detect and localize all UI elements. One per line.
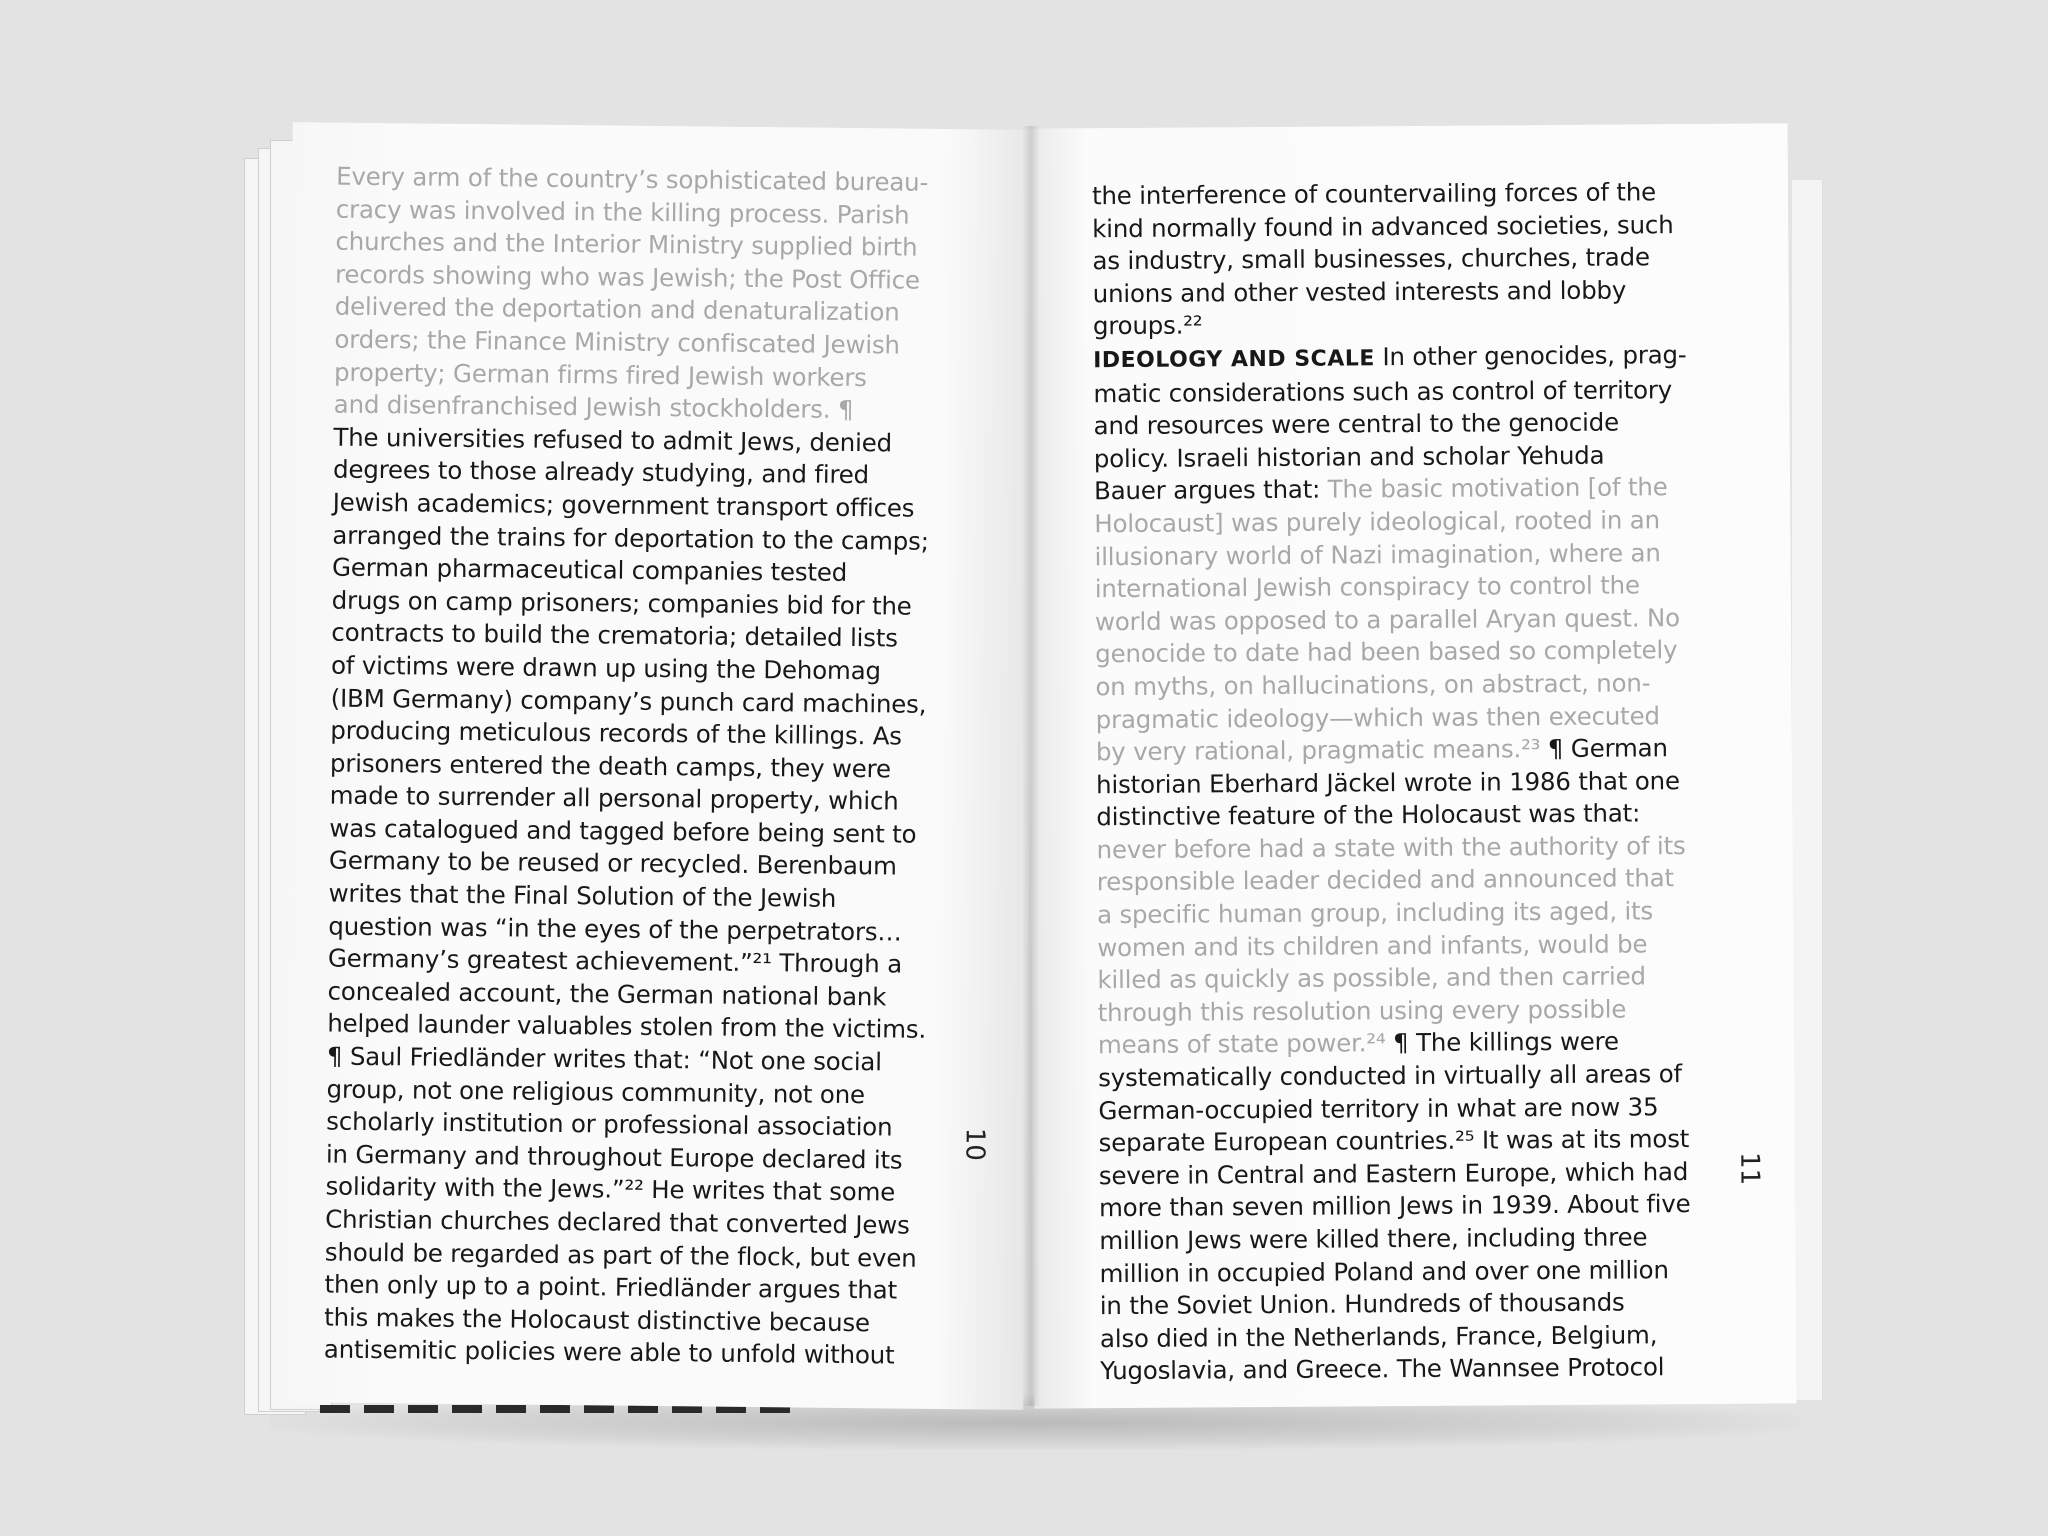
text-line: churches and the Interior Ministry supplied birth: [335, 226, 918, 262]
text-line: [1096, 699, 1746, 736]
text-segment: separate European countries.²⁵ It was at its most: [1098, 1124, 1690, 1158]
text-line: ¶ Saul Friedländer writes that: “Not one social: [326, 1041, 882, 1077]
text-line: [1099, 1253, 1749, 1290]
text-line: [1093, 273, 1743, 310]
text-line: [1092, 241, 1742, 278]
text-line: Every arm of the country’s sophisticated bureau-: [336, 161, 929, 197]
text-line: solidarity with the Jews.”²² He writes that some: [325, 1171, 896, 1207]
text-line: Germany’s greatest achievement.”²¹ Through a: [327, 943, 903, 979]
text-line: [1092, 208, 1742, 245]
text-segment: also died in the Netherlands, France, Belgium,: [1099, 1320, 1658, 1353]
text-segment: a specific human group, including its aged, its: [1096, 896, 1654, 930]
text-segment: means of state power.²⁴: [1097, 1028, 1386, 1060]
text-line: should be regarded as part of the flock, but even: [324, 1237, 917, 1273]
text-segment: responsible leader decided and announced that: [1096, 863, 1675, 897]
text-line: antisemitic policies were able to unfold without: [323, 1334, 895, 1370]
text-segment: In other genocides, prag-: [1374, 340, 1687, 372]
text-line: [1095, 569, 1745, 606]
text-segment: as industry, small businesses, churches, trade: [1092, 242, 1650, 276]
text-segment: pragmatic ideology—which was then executed: [1095, 700, 1660, 734]
text-line: property; German firms fired Jewish workers: [333, 357, 867, 392]
text-segment: more than seven million Jews in 1939. About five: [1098, 1189, 1691, 1223]
text-segment: killed as quickly as possible, and then carried: [1097, 961, 1646, 995]
text-line: German pharmaceutical companies tested: [331, 552, 848, 588]
text-line: [1098, 992, 1748, 1029]
text-line: [1096, 732, 1746, 769]
text-line: [1099, 1123, 1749, 1160]
text-segment: German-occupied territory in what are now 35: [1098, 1091, 1659, 1125]
next-page-edge: [1792, 180, 1823, 1400]
text-segment: The basic motivation [of the: [1327, 472, 1668, 504]
text-line: arranged the trains for deportation to the camps;: [332, 520, 929, 556]
text-line: delivered the deportation and denaturalization: [334, 291, 900, 327]
text-line: drugs on camp prisoners; companies bid for the: [331, 585, 912, 621]
text-line: [1094, 471, 1744, 508]
text-line: [1098, 1090, 1748, 1127]
text-line: of victims were drawn up using the Dehomag: [330, 650, 881, 686]
text-segment: million in occupied Poland and over one million: [1099, 1254, 1669, 1288]
text-line: Jewish academics; government transport offices: [332, 487, 915, 523]
text-segment: matic considerations such as control of territory: [1093, 374, 1673, 408]
right-page-text: [1092, 176, 1750, 1388]
text-line: and disenfranchised Jewish stockholders. ¶: [333, 389, 854, 425]
text-line: question was “in the eyes of the perpetrators…: [328, 911, 902, 947]
text-line: helped launder valuables stolen from the victims.: [327, 1008, 927, 1045]
section-marks: [320, 1405, 790, 1417]
text-segment: illusionary world of Nazi imagination, where an: [1094, 537, 1661, 571]
text-line: was catalogued and tagged before being sent to: [329, 813, 917, 849]
text-segment: women and its children and infants, would be: [1097, 929, 1648, 962]
section-heading: IDEOLOGY AND SCALE: [1093, 346, 1375, 374]
text-line: [1098, 1058, 1748, 1095]
left-page-text: [324, 161, 1009, 1374]
text-segment: severe in Central and Eastern Europe, which had: [1098, 1156, 1689, 1191]
text-line: degrees to those already studying, and fired: [332, 454, 870, 490]
text-segment: ¶ German: [1540, 733, 1668, 764]
left-page: [279, 122, 1036, 1410]
text-segment: through this resolution using every possible: [1097, 994, 1627, 1028]
text-segment: the interference of countervailing forces of the: [1091, 177, 1657, 211]
text-line: prisoners entered the death camps, they were: [329, 748, 891, 784]
text-line: in Germany and throughout Europe declared its: [325, 1139, 903, 1175]
text-line: [1098, 1025, 1748, 1062]
text-line: [1100, 1318, 1750, 1355]
text-segment: world was opposed to a parallel Aryan quest. No: [1094, 602, 1680, 636]
text-line: [1094, 504, 1744, 541]
text-segment: in the Soviet Union. Hundreds of thousands: [1099, 1287, 1625, 1321]
text-segment: ¶ The killings were: [1385, 1026, 1619, 1058]
text-line: The universities refused to admit Jews, denied: [333, 422, 893, 458]
text-segment: on myths, on hallucinations, on abstract, non-: [1095, 668, 1651, 702]
text-line: [1095, 601, 1745, 638]
text-line: orders; the Finance Ministry confiscated Jewish: [334, 324, 900, 360]
text-line: concealed account, the German national bank: [327, 976, 887, 1012]
text-segment: kind normally found in advanced societies, such: [1092, 209, 1674, 243]
text-line: [1094, 406, 1744, 443]
text-line: [1096, 830, 1746, 867]
text-segment: unions and other vested interests and lobby: [1092, 275, 1627, 308]
text-segment: million Jews were killed there, including three: [1099, 1222, 1648, 1256]
text-segment: genocide to date had been based so completely: [1095, 635, 1678, 669]
text-line: [1093, 306, 1743, 343]
text-segment: historian Eberhard Jäckel wrote in 1986 that one: [1096, 765, 1680, 799]
text-line: [1097, 895, 1747, 932]
book-gutter: [1022, 126, 1040, 1406]
text-line: (IBM Germany) company’s punch card machines,: [330, 683, 927, 719]
text-line: this makes the Holocaust distinctive because: [324, 1302, 871, 1338]
text-line: [1097, 927, 1747, 964]
text-segment: groups.²²: [1092, 310, 1203, 341]
text-line: [1099, 1155, 1749, 1192]
text-line: group, not one religious community, not one: [326, 1074, 866, 1109]
text-segment: Yugoslavia, and Greece. The Wannsee Protocol: [1100, 1352, 1665, 1386]
text-line: made to surrender all personal property, which: [329, 780, 899, 816]
text-line: [1095, 667, 1745, 704]
text-line: [1096, 764, 1746, 801]
text-line: [1095, 634, 1745, 671]
text-line: [1097, 862, 1747, 899]
text-line: producing meticulous records of the killings. As: [330, 715, 902, 751]
text-line: records showing who was Jewish; the Post Office: [334, 259, 921, 295]
text-line: writes that the Final Solution of the Jewish: [328, 878, 837, 913]
text-line: [1092, 176, 1742, 213]
text-segment: by very rational, pragmatic means.²³: [1095, 734, 1541, 767]
text-line: contracts to build the crematoria; detailed lists: [331, 617, 898, 653]
text-line: [1100, 1351, 1750, 1388]
text-line: [1099, 1221, 1749, 1258]
text-line: [1099, 1188, 1749, 1225]
text-line: [1096, 797, 1746, 834]
text-line: cracy was involved in the killing process. Parish: [335, 194, 910, 230]
right-page-number: 11: [1734, 1151, 1765, 1186]
text-line: [1094, 438, 1744, 475]
text-line: [1093, 373, 1743, 410]
right-page: [1026, 123, 1797, 1408]
text-line: [1097, 960, 1747, 997]
text-segment: never before had a state with the authority of its: [1096, 830, 1686, 865]
text-segment: Holocaust] was purely ideological, rooted in an: [1094, 505, 1660, 539]
left-page-number: 10: [959, 1127, 990, 1162]
text-line: [1093, 339, 1743, 378]
text-segment: policy. Israeli historian and scholar Yehuda: [1093, 440, 1605, 473]
text-segment: and resources were central to the genocide: [1093, 407, 1620, 441]
text-segment: distinctive feature of the Holocaust was that:: [1096, 798, 1641, 832]
text-line: Christian churches declared that converted Jews: [325, 1204, 910, 1240]
text-segment: systematically conducted in virtually all areas of: [1098, 1059, 1682, 1093]
text-line: scholarly institution or professional association: [326, 1106, 893, 1142]
text-line: Germany to be reused or recycled. Berenbaum: [328, 846, 897, 881]
text-segment: international Jewish conspiracy to control the: [1094, 570, 1640, 604]
text-line: then only up to a point. Friedländer argues that: [324, 1269, 898, 1305]
text-line: [1094, 536, 1744, 573]
text-line: [1100, 1286, 1750, 1323]
text-segment: Bauer argues that:: [1093, 474, 1328, 506]
